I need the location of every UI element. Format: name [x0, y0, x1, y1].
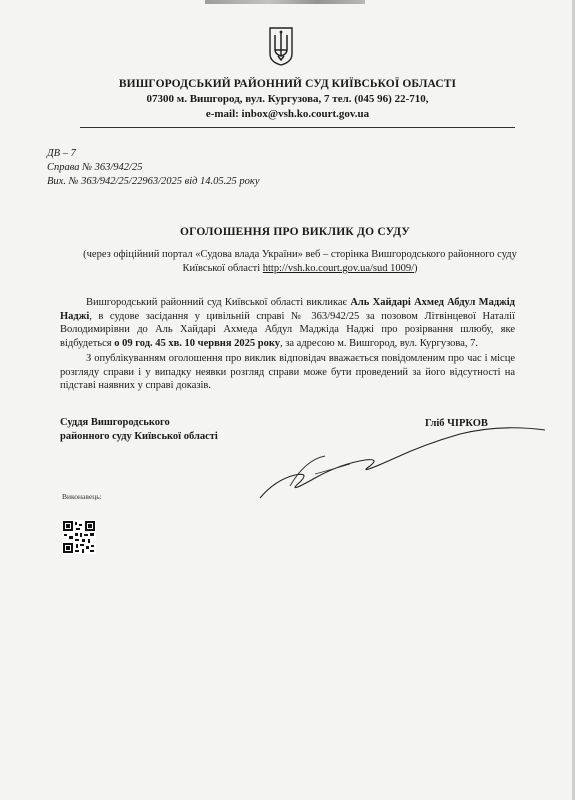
- p1-lead: Вишгородський районний суд Київської області викликає: [86, 297, 351, 308]
- executor-label: Виконавець:: [62, 492, 102, 501]
- trident-emblem-icon: [268, 26, 294, 66]
- case-number: Справа № 363/942/25: [47, 162, 143, 173]
- portal-text: (через офіційний портал «Судова влада України» веб – сторінка Вишгородського районного суду Київської області: [83, 249, 517, 274]
- court-email: e-mail: inbox@vsh.ko.court.gov.ua: [205, 108, 370, 120]
- p1-middle: , в судове засідання у цивільній справі № 363/942/25 за позовом Літвінцевої Наталії Володимирівни до Аль Хайдарі Ахмеда Абдул Маджіда Наджі про розірвання шлюбу, яке відбудеться: [60, 310, 515, 349]
- hearing-datetime: о 09 год. 45 хв. 10 червня 2025 року: [114, 337, 280, 349]
- outgoing-number: Вих. № 363/942/25/22963/2025 від 14.05.25 року: [47, 176, 260, 187]
- qr-code-icon: [62, 520, 96, 554]
- header-divider: [80, 127, 515, 128]
- judge-position: [60, 416, 218, 444]
- defendant-name: Аль Хайдарі Ахмед Абдул Маджід Наджі: [60, 297, 515, 322]
- p1-tail: , за адресою м. Вишгород, вул. Кургузова, 7.: [280, 337, 479, 349]
- court-name: ВИШГОРОДСЬКИЙ РАЙОННИЙ СУД КИЇВСЬКОЇ ОБЛАСТІ: [118, 78, 457, 90]
- summons-paragraph: [60, 296, 515, 350]
- judge-name: Гліб ЧІРКОВ: [425, 418, 488, 429]
- document-code: ДВ – 7: [47, 148, 76, 159]
- notice-title: ОГОЛОШЕННЯ ПРО ВИКЛИК ДО СУДУ: [179, 226, 411, 238]
- court-address: 07300 м. Вишгород, вул. Кургузова, 7 тел. (045 96) 22-710,: [146, 93, 429, 105]
- portal-close: ): [414, 263, 418, 274]
- position-line-1: Суддя Вишгородського: [60, 417, 170, 428]
- portal-link[interactable]: http://vsh.ko.court.gov.ua/sud 1009/: [262, 263, 415, 274]
- position-line-2: районного суду Київської області: [60, 431, 218, 442]
- scan-artifact: [205, 0, 365, 4]
- handwritten-signature: [255, 420, 555, 520]
- notice-consequence-paragraph: З опублікуванням оголошення про виклик відповідач вважається повідомленим про час і місце розгляду справи і у випадку неявки розгляд справи може бути проведений за його відсутності на підставі наявних у справі доказів.: [60, 353, 515, 392]
- portal-note: [80, 248, 520, 276]
